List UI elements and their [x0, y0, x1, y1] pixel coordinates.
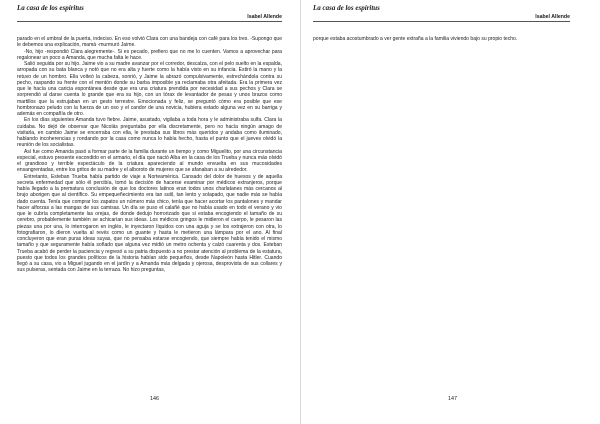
running-title: La casa de los espíritus	[313, 4, 380, 12]
paragraph: En los días siguientes Amanda tuvo fiebre. Jaime, asustado, vigilaba a toda hora y le administraba sulfa. Clara la cuidaba. No dejó de observar que Nicolás preguntaba por ella discretamente, pero no hacía ningún amago de visitarla, en cambio Jaime se encerraba con ella, le prestaba sus libros más queridos y andaba como iluminado, hablando incoherencias y rondando por la casa como nunca lo había hecho, hasta el punto que el jueves olvidó la reunión de los socialistas.	[17, 117, 282, 149]
page-number: 146	[150, 396, 159, 402]
paragraph: porque estaba acostumbrado a ver gente extraña a la familia viviendo bajo su propio techo.	[313, 36, 518, 42]
page-body	[313, 36, 571, 42]
header-rule	[17, 21, 282, 22]
paragraph: -No, hijo -respondió Clara alegremente-. Si es pecado, prefiero que no me lo cuenten. Vamos a aprovechar para regalonear un poco a Amanda, que mucha falta le hace.	[17, 48, 282, 61]
paragraph: parado en el umbral de la puerta, indeciso. En eso volvió Clara con una bandeja con café para los tres. -Supongo que le debemos una explicación, mamá -murmuró Jaime.	[17, 36, 282, 49]
running-author: Isabel Allende	[535, 14, 570, 20]
paragraph: Salió seguida por su hijo. Jaime vio a su madre avanzar por el corredor, descalza, con el pelo suelto en la espalda, arropada con su bata blanca y notó que no era alta y fuerte como la había visto en su infancia. Estiró la mano y la retuvo de un hombro. Ella volteó la cabeza, sonrió, y Jaime la abrazó compulsivamente, estrechándola contra su pecho, raspando su frente con el mentón donde su barba imposible ya reclamaba otra afeitada. Era la primera vez que le hacía una caricia espontánea desde que era una criatura prendida por necesidad a sus pechos y Clara se sorprendió al darse cuenta lo grande que era su hijo, con un tórax de levantador de pesas y unos brazos como martillos que la estrujaban en un gesto terrestre. Emocionada y feliz, se preguntó cómo era posible que ese hombronazo peludo con la fuerza de un oso y el candor de una novicia, hubiera estado alguna vez en su barriga y además en compañía de otro.	[17, 61, 282, 117]
paragraph: Entretanto, Esteban Trueba había partido de viaje a Norteamérica. Cansado del dolor de huesos y de aquella secreta enfermedad que sólo él percibía, tomó la decisión de hacerse examinar por médicos extranjeros, porque había llegado a la prematura conclusión de que los doctores latinos eran todos unos charlatanes más cercanos al brujo aborigen que al científico. Su empequeñecimiento era tan sutil, tan lento y solapado, que nadie más se había dado cuenta. Tenía que comprar los zapatos un número más chico, tenía que hacer acortar los pantalones y mandar hacer alforzas a las mangas de sus camisas. Un día se puso el calañé que no había usado en todo el verano y vio que le cubría completamente las orejas, de donde dedujo horrorizado que si estaba encogiendo el tamaño de su cerebro, probablemente también se achicarían sus ideas. Los médicos gringos le midieron el cuerpo, le pesaron las piezas una por una, lo interrogaron en inglés, le inyectaron líquidos con una aguja y se los extrajeron con otra, lo fotografiaron, lo dieron vuelta al revés como un guante y hasta le metieron una lámpara por el ano. Al final concluyeron que eran puras ideas suyas, que no pensaba estarse encogiendo, que siempre había tenido el mismo tamaño y que seguramente había soñado que alguna vez midió un metro ochenta y calzó cuarenta y dos. Esteban Trueba acabó de perder la paciencia y regresó a su patria dispuesto a no prestar atención al problema de la estatura, puesto que todos los grandes políticos de la historia habían sido pequeños, desde Napoleón hasta Hitler. Cuando llegó a su casa, vio a Miguel jugando en el jardín y a Amanda más delgada y ojerosa, desprovista de sus collares y sus pulseras, sentada con Jaime en la terraza. No hizo preguntas,	[17, 173, 282, 274]
paragraph: Así fue como Amanda pasó a formar parte de la familia durante un tiempo y como Miguelito, por una circunstancia especial, estuvo presente escondido en el armario, el día que nació Alba en la casa de los Trueba y nunca más olvidó el grandioso y terrible espectáculo de la criatura apareciendo al mundo envuelta en sus mucosidades ensangrentadas, entre los gritos de su madre y el alboroto de mujeres que se afanaban a su alrededor.	[17, 148, 282, 174]
running-author: Isabel Allende	[247, 14, 282, 20]
page-body	[17, 36, 282, 274]
running-title: La casa de los espíritus	[17, 4, 84, 12]
right-page	[300, 0, 600, 424]
page-number: 147	[448, 396, 457, 402]
header-rule	[313, 21, 570, 22]
